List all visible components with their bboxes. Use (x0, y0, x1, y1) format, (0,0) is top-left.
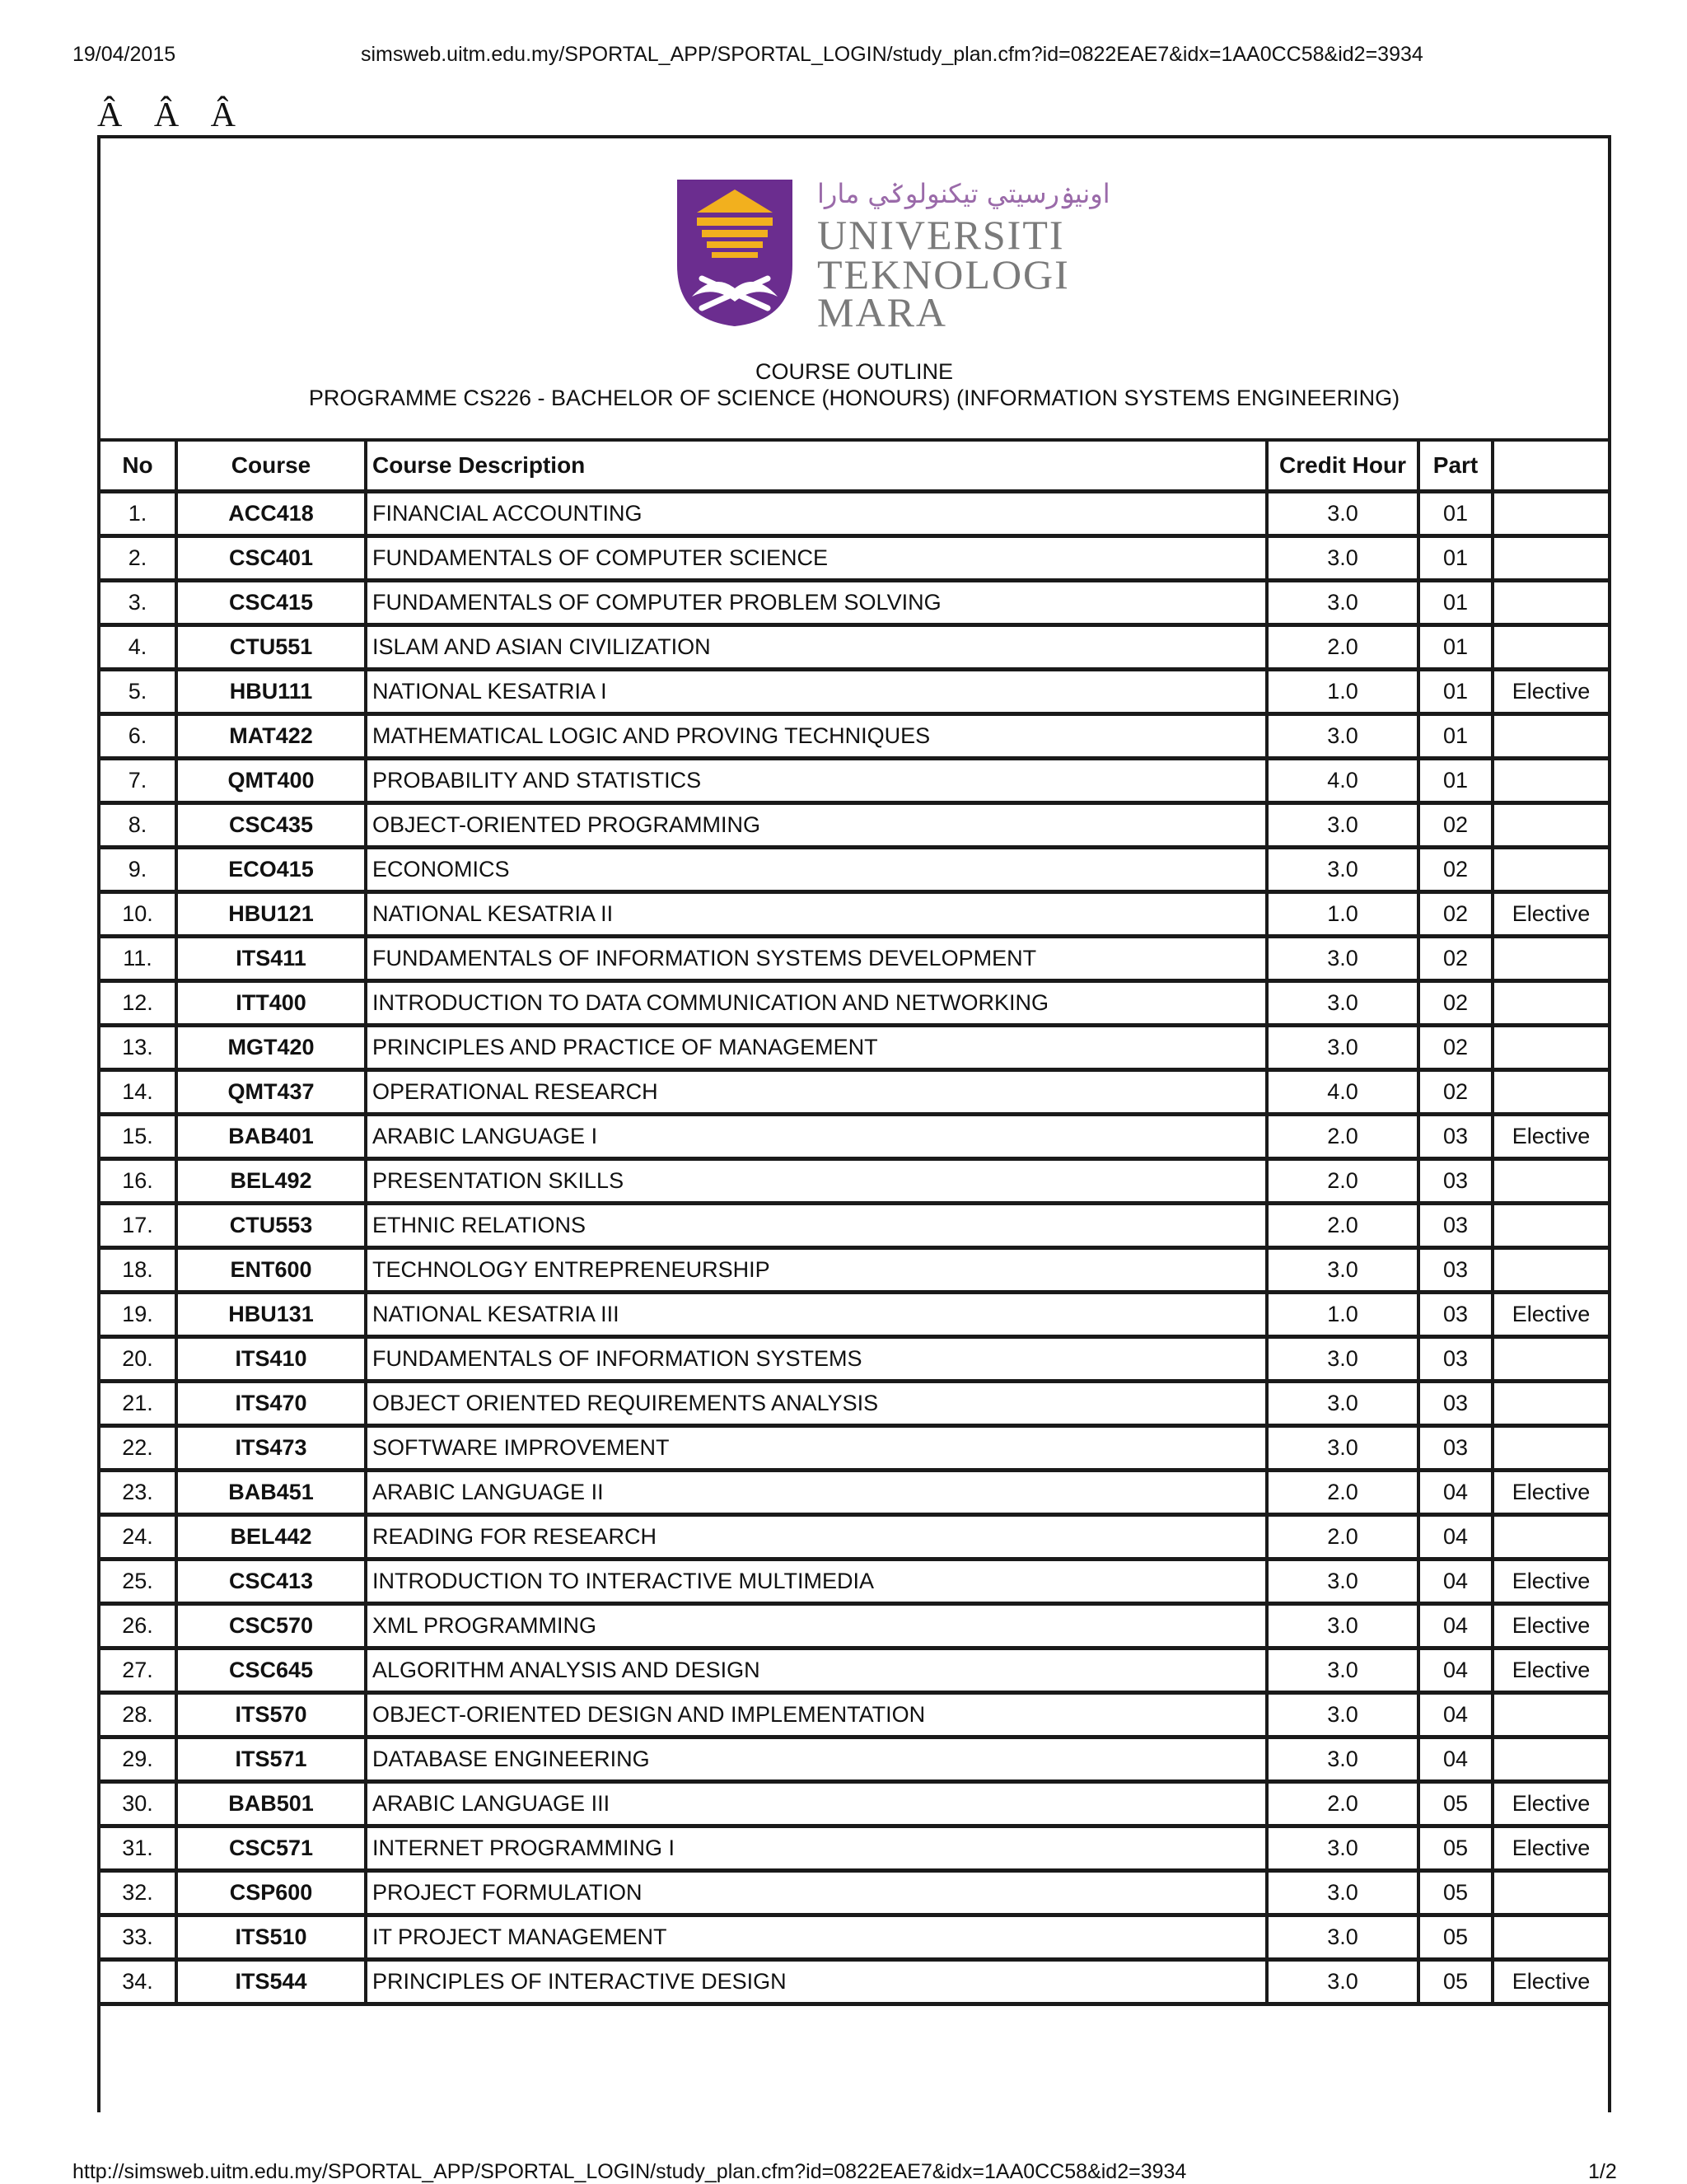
course-code: BAB501 (176, 1781, 366, 1826)
part: 02 (1418, 1025, 1493, 1069)
part: 02 (1418, 1069, 1493, 1114)
table-row (100, 1648, 1608, 1692)
elective-note (1493, 491, 1608, 535)
part: 03 (1418, 1425, 1493, 1470)
row-number: 8. (100, 802, 176, 847)
table-header-row (100, 442, 1608, 491)
credit-hour: 2.0 (1267, 1203, 1418, 1247)
table-row (100, 580, 1608, 624)
elective-note (1493, 1514, 1608, 1559)
row-number: 34. (100, 1959, 176, 2004)
table-row (100, 1069, 1608, 1114)
course-code: ITS570 (176, 1692, 366, 1737)
credit-hour: 1.0 (1267, 891, 1418, 936)
row-number: 27. (100, 1648, 176, 1692)
course-code: HBU131 (176, 1292, 366, 1336)
credit-hour: 3.0 (1267, 1915, 1418, 1959)
course-code: CSC645 (176, 1648, 366, 1692)
course-description: SOFTWARE IMPROVEMENT (366, 1425, 1267, 1470)
row-number: 30. (100, 1781, 176, 1826)
course-code: ITS571 (176, 1737, 366, 1781)
course-description: MATHEMATICAL LOGIC AND PROVING TECHNIQUES (366, 713, 1267, 758)
credit-hour: 3.0 (1267, 936, 1418, 980)
elective-note (1493, 1025, 1608, 1069)
part: 02 (1418, 980, 1493, 1025)
course-code: CSC435 (176, 802, 366, 847)
part: 03 (1418, 1381, 1493, 1425)
logo-arabic-text: اونيۏرسيتي تيكنولوݢي مارا (817, 178, 1110, 209)
course-description: XML PROGRAMMING (366, 1603, 1267, 1648)
row-number: 2. (100, 535, 176, 580)
part: 01 (1418, 624, 1493, 669)
credit-hour: 3.0 (1267, 980, 1418, 1025)
credit-hour: 2.0 (1267, 1514, 1418, 1559)
row-number: 1. (100, 491, 176, 535)
row-number: 26. (100, 1603, 176, 1648)
credit-hour: 3.0 (1267, 491, 1418, 535)
course-description: ARABIC LANGUAGE I (366, 1114, 1267, 1158)
credit-hour: 4.0 (1267, 1069, 1418, 1114)
column-header-description: Course Description (366, 442, 1267, 491)
row-number: 4. (100, 624, 176, 669)
row-number: 32. (100, 1870, 176, 1915)
credit-hour: 2.0 (1267, 1781, 1418, 1826)
course-code: CSC571 (176, 1826, 366, 1870)
credit-hour: 3.0 (1267, 580, 1418, 624)
elective-note (1493, 1692, 1608, 1737)
logo-line1: UNIVERSITI (817, 212, 1065, 258)
credit-hour: 3.0 (1267, 535, 1418, 580)
part: 04 (1418, 1514, 1493, 1559)
course-description: FINANCIAL ACCOUNTING (366, 491, 1267, 535)
course-code: ITS544 (176, 1959, 366, 2004)
course-description: OPERATIONAL RESEARCH (366, 1069, 1267, 1114)
course-description: PROJECT FORMULATION (366, 1870, 1267, 1915)
course-description: ISLAM AND ASIAN CIVILIZATION (366, 624, 1267, 669)
course-code: CTU553 (176, 1203, 366, 1247)
elective-note (1493, 1336, 1608, 1381)
table-row (100, 758, 1608, 802)
part: 02 (1418, 936, 1493, 980)
course-code: ECO415 (176, 847, 366, 891)
course-description: TECHNOLOGY ENTREPRENEURSHIP (366, 1247, 1267, 1292)
credit-hour: 3.0 (1267, 1425, 1418, 1470)
elective-note (1493, 758, 1608, 802)
elective-note: Elective (1493, 1470, 1608, 1514)
course-description: ETHNIC RELATIONS (366, 1203, 1267, 1247)
elective-note (1493, 1870, 1608, 1915)
course-code: ITS411 (176, 936, 366, 980)
credit-hour: 3.0 (1267, 1025, 1418, 1069)
row-number: 3. (100, 580, 176, 624)
table-row (100, 1692, 1608, 1737)
encoding-artifact-text: Â Â Â (97, 96, 247, 134)
row-number: 20. (100, 1336, 176, 1381)
credit-hour: 3.0 (1267, 1603, 1418, 1648)
elective-note: Elective (1493, 1648, 1608, 1692)
table-row (100, 1203, 1608, 1247)
row-number: 13. (100, 1025, 176, 1069)
course-code: CSC401 (176, 535, 366, 580)
course-code: ITS410 (176, 1336, 366, 1381)
table-row (100, 1470, 1608, 1514)
table-row (100, 1381, 1608, 1425)
elective-note (1493, 1158, 1608, 1203)
elective-note (1493, 936, 1608, 980)
table-row (100, 1514, 1608, 1559)
table-row (100, 802, 1608, 847)
elective-note: Elective (1493, 1292, 1608, 1336)
course-code: MGT420 (176, 1025, 366, 1069)
part: 03 (1418, 1203, 1493, 1247)
elective-note (1493, 802, 1608, 847)
course-description: FUNDAMENTALS OF COMPUTER SCIENCE (366, 535, 1267, 580)
row-number: 7. (100, 758, 176, 802)
course-code: CSC570 (176, 1603, 366, 1648)
row-number: 23. (100, 1470, 176, 1514)
elective-note: Elective (1493, 1559, 1608, 1603)
course-outline-frame (97, 135, 1611, 2112)
elective-note: Elective (1493, 1781, 1608, 1826)
credit-hour: 3.0 (1267, 802, 1418, 847)
study-plan-table (100, 442, 1608, 2006)
elective-note (1493, 580, 1608, 624)
course-description: DATABASE ENGINEERING (366, 1737, 1267, 1781)
table-row (100, 669, 1608, 713)
row-number: 22. (100, 1425, 176, 1470)
elective-note: Elective (1493, 1826, 1608, 1870)
course-code: HBU121 (176, 891, 366, 936)
elective-note: Elective (1493, 891, 1608, 936)
row-number: 12. (100, 980, 176, 1025)
credit-hour: 3.0 (1267, 1381, 1418, 1425)
print-header-url: simsweb.uitm.edu.my/SPORTAL_APP/SPORTAL_LOGIN/study_plan.cfm?id=0822EAE7&idx=1AA0CC58&id2=3934 (361, 43, 1423, 66)
course-description: FUNDAMENTALS OF INFORMATION SYSTEMS DEVELOPMENT (366, 936, 1267, 980)
row-number: 21. (100, 1381, 176, 1425)
outline-title: COURSE OUTLINE (755, 359, 954, 384)
row-number: 28. (100, 1692, 176, 1737)
elective-note (1493, 1737, 1608, 1781)
table-row (100, 624, 1608, 669)
row-number: 31. (100, 1826, 176, 1870)
row-number: 33. (100, 1915, 176, 1959)
column-header-no: No (100, 442, 176, 491)
part: 05 (1418, 1959, 1493, 2004)
row-number: 18. (100, 1247, 176, 1292)
course-code: ITT400 (176, 980, 366, 1025)
credit-hour: 2.0 (1267, 1470, 1418, 1514)
elective-note (1493, 847, 1608, 891)
table-row (100, 1737, 1608, 1781)
elective-note: Elective (1493, 1959, 1608, 2004)
row-number: 14. (100, 1069, 176, 1114)
table-row (100, 1781, 1608, 1826)
part: 01 (1418, 758, 1493, 802)
credit-hour: 3.0 (1267, 1737, 1418, 1781)
row-number: 19. (100, 1292, 176, 1336)
part: 03 (1418, 1114, 1493, 1158)
elective-note (1493, 980, 1608, 1025)
course-description: OBJECT ORIENTED REQUIREMENTS ANALYSIS (366, 1381, 1267, 1425)
elective-note (1493, 1203, 1608, 1247)
part: 04 (1418, 1559, 1493, 1603)
course-description: INTRODUCTION TO INTERACTIVE MULTIMEDIA (366, 1559, 1267, 1603)
course-description: INTRODUCTION TO DATA COMMUNICATION AND NETWORKING (366, 980, 1267, 1025)
part: 02 (1418, 891, 1493, 936)
table-row (100, 980, 1608, 1025)
table-row (100, 713, 1608, 758)
table-row (100, 1559, 1608, 1603)
course-description: PROBABILITY AND STATISTICS (366, 758, 1267, 802)
part: 02 (1418, 802, 1493, 847)
credit-hour: 3.0 (1267, 1692, 1418, 1737)
row-number: 15. (100, 1114, 176, 1158)
credit-hour: 3.0 (1267, 847, 1418, 891)
elective-note (1493, 1069, 1608, 1114)
table-row (100, 1025, 1608, 1069)
course-description: NATIONAL KESATRIA I (366, 669, 1267, 713)
course-description: ARABIC LANGUAGE III (366, 1781, 1267, 1826)
elective-note (1493, 535, 1608, 580)
row-number: 10. (100, 891, 176, 936)
course-code: CTU551 (176, 624, 366, 669)
page-number: 1/2 (1588, 2160, 1617, 2183)
part: 05 (1418, 1781, 1493, 1826)
part: 01 (1418, 491, 1493, 535)
credit-hour: 3.0 (1267, 1826, 1418, 1870)
part: 03 (1418, 1158, 1493, 1203)
elective-note (1493, 1247, 1608, 1292)
course-code: ITS510 (176, 1915, 366, 1959)
row-number: 6. (100, 713, 176, 758)
part: 04 (1418, 1648, 1493, 1692)
column-header-course: Course (176, 442, 366, 491)
part: 03 (1418, 1336, 1493, 1381)
course-description: INTERNET PROGRAMMING I (366, 1826, 1267, 1870)
part: 05 (1418, 1826, 1493, 1870)
table-row (100, 1336, 1608, 1381)
table-row (100, 1247, 1608, 1292)
course-code: CSP600 (176, 1870, 366, 1915)
course-description: PRESENTATION SKILLS (366, 1158, 1267, 1203)
elective-note: Elective (1493, 1603, 1608, 1648)
row-number: 29. (100, 1737, 176, 1781)
course-code: HBU111 (176, 669, 366, 713)
column-header-part: Part (1418, 442, 1493, 491)
elective-note: Elective (1493, 1114, 1608, 1158)
table-row (100, 891, 1608, 936)
part: 05 (1418, 1870, 1493, 1915)
table-row (100, 1915, 1608, 1959)
part: 01 (1418, 535, 1493, 580)
print-footer-url: http://simsweb.uitm.edu.my/SPORTAL_APP/SPORTAL_LOGIN/study_plan.cfm?id=0822EAE7&idx=1AA0CC58&id2=3934 (72, 2160, 1187, 2183)
credit-hour: 3.0 (1267, 1648, 1418, 1692)
course-code: ITS473 (176, 1425, 366, 1470)
table-row (100, 1292, 1608, 1336)
row-number: 17. (100, 1203, 176, 1247)
table-row (100, 1826, 1608, 1870)
credit-hour: 3.0 (1267, 1959, 1418, 2004)
elective-note (1493, 624, 1608, 669)
credit-hour: 2.0 (1267, 1158, 1418, 1203)
course-code: BAB401 (176, 1114, 366, 1158)
course-code: BEL442 (176, 1514, 366, 1559)
credit-hour: 3.0 (1267, 1247, 1418, 1292)
row-number: 24. (100, 1514, 176, 1559)
credit-hour: 2.0 (1267, 1114, 1418, 1158)
part: 05 (1418, 1915, 1493, 1959)
programme-title: PROGRAMME CS226 - BACHELOR OF SCIENCE (HONOURS) (INFORMATION SYSTEMS ENGINEERING) (308, 386, 1400, 410)
credit-hour: 2.0 (1267, 624, 1418, 669)
course-description: NATIONAL KESATRIA II (366, 891, 1267, 936)
course-description: PRINCIPLES AND PRACTICE OF MANAGEMENT (366, 1025, 1267, 1069)
uitm-logo (669, 173, 1163, 330)
course-code: BAB451 (176, 1470, 366, 1514)
course-description: IT PROJECT MANAGEMENT (366, 1915, 1267, 1959)
part: 03 (1418, 1292, 1493, 1336)
column-header-credit: Credit Hour (1267, 442, 1418, 491)
part: 01 (1418, 669, 1493, 713)
table-row (100, 535, 1608, 580)
row-number: 25. (100, 1559, 176, 1603)
part: 04 (1418, 1737, 1493, 1781)
elective-note (1493, 1381, 1608, 1425)
table-row (100, 847, 1608, 891)
credit-hour: 3.0 (1267, 1336, 1418, 1381)
row-number: 16. (100, 1158, 176, 1203)
table-row (100, 1158, 1608, 1203)
course-description: PRINCIPLES OF INTERACTIVE DESIGN (366, 1959, 1267, 2004)
course-description: FUNDAMENTALS OF INFORMATION SYSTEMS (366, 1336, 1267, 1381)
course-code: QMT400 (176, 758, 366, 802)
credit-hour: 3.0 (1267, 1870, 1418, 1915)
elective-note (1493, 1915, 1608, 1959)
table-row (100, 1959, 1608, 2004)
course-description: ARABIC LANGUAGE II (366, 1470, 1267, 1514)
logo-line2: TEKNOLOGI (817, 251, 1070, 297)
course-description: ALGORITHM ANALYSIS AND DESIGN (366, 1648, 1267, 1692)
row-number: 9. (100, 847, 176, 891)
course-description: NATIONAL KESATRIA III (366, 1292, 1267, 1336)
part: 04 (1418, 1692, 1493, 1737)
uitm-crest-icon (669, 173, 1163, 330)
credit-hour: 3.0 (1267, 1559, 1418, 1603)
table-row (100, 1425, 1608, 1470)
elective-note (1493, 713, 1608, 758)
course-description: OBJECT-ORIENTED PROGRAMMING (366, 802, 1267, 847)
course-code: BEL492 (176, 1158, 366, 1203)
column-header-note (1493, 442, 1608, 491)
elective-note (1493, 1425, 1608, 1470)
table-row (100, 1603, 1608, 1648)
course-code: MAT422 (176, 713, 366, 758)
course-code: CSC415 (176, 580, 366, 624)
row-number: 11. (100, 936, 176, 980)
course-description: READING FOR RESEARCH (366, 1514, 1267, 1559)
part: 04 (1418, 1603, 1493, 1648)
part: 01 (1418, 713, 1493, 758)
print-date: 19/04/2015 (72, 43, 176, 66)
course-code: ENT600 (176, 1247, 366, 1292)
course-description: FUNDAMENTALS OF COMPUTER PROBLEM SOLVING (366, 580, 1267, 624)
course-code: QMT437 (176, 1069, 366, 1114)
credit-hour: 1.0 (1267, 1292, 1418, 1336)
table-row (100, 936, 1608, 980)
logo-line3: MARA (817, 289, 948, 330)
course-code: ITS470 (176, 1381, 366, 1425)
table-row (100, 1870, 1608, 1915)
credit-hour: 4.0 (1267, 758, 1418, 802)
part: 04 (1418, 1470, 1493, 1514)
part: 03 (1418, 1247, 1493, 1292)
credit-hour: 1.0 (1267, 669, 1418, 713)
course-description: OBJECT-ORIENTED DESIGN AND IMPLEMENTATION (366, 1692, 1267, 1737)
part: 02 (1418, 847, 1493, 891)
course-description: ECONOMICS (366, 847, 1267, 891)
course-code: CSC413 (176, 1559, 366, 1603)
table-row (100, 1114, 1608, 1158)
table-row (100, 491, 1608, 535)
credit-hour: 3.0 (1267, 713, 1418, 758)
course-code: ACC418 (176, 491, 366, 535)
row-number: 5. (100, 669, 176, 713)
part: 01 (1418, 580, 1493, 624)
elective-note: Elective (1493, 669, 1608, 713)
